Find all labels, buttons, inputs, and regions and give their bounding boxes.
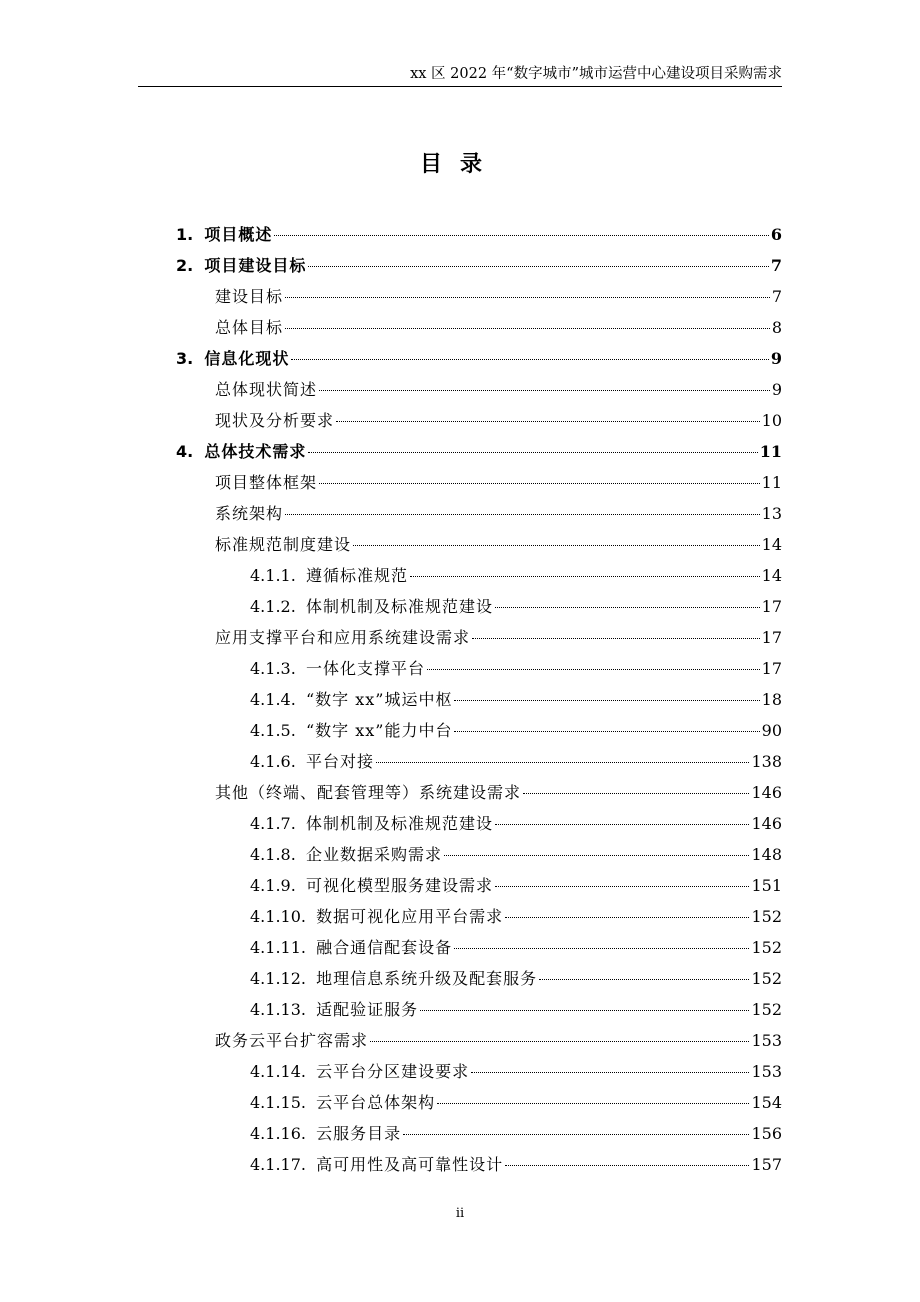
toc-entry-page: 18: [761, 690, 782, 709]
toc-dot-leader: [495, 886, 749, 887]
toc-entry[interactable]: [176, 219, 782, 250]
toc-entry-number: 4.1.7.: [250, 814, 306, 833]
page-number: ii: [455, 1206, 465, 1221]
toc-entry-label: 平台对接: [305, 752, 374, 771]
toc-entry-page: 14: [761, 535, 782, 554]
toc-entry-number: 4.1.15.: [250, 1093, 317, 1112]
toc-entry-page: 9: [771, 380, 782, 399]
toc-dot-leader: [495, 607, 760, 608]
toc-entry-page: 156: [751, 1124, 782, 1143]
toc-entry-page: 138: [751, 752, 782, 771]
toc-entry-page: 152: [751, 969, 782, 988]
toc-entry[interactable]: [176, 622, 782, 653]
toc-entry[interactable]: [176, 405, 782, 436]
toc-title: 目录: [419, 152, 500, 177]
toc-entry-label: 融合通信配套设备: [316, 938, 453, 957]
toc-entry-number: 4.1.6.: [250, 752, 306, 771]
toc-entry-label: 云平台分区建设要求: [316, 1062, 470, 1081]
toc-entry-number: 4.1.13.: [250, 1000, 317, 1019]
toc-entry[interactable]: [176, 684, 782, 715]
toc-entry[interactable]: [176, 1025, 782, 1056]
toc-entry-label: 项目建设目标: [204, 256, 307, 275]
toc-dot-leader: [336, 421, 760, 422]
toc-entry-label: “数字 xx”城运中枢: [305, 690, 453, 709]
toc-entry-label: 总体现状简述: [215, 380, 318, 399]
toc-entry-page: 152: [751, 938, 782, 957]
toc-entry-page: 11: [759, 442, 782, 461]
toc-entry-number: 4.1.10.: [250, 907, 317, 926]
toc-entry[interactable]: [176, 250, 782, 281]
toc-entry-label: 标准规范制度建设: [215, 535, 352, 554]
toc-entry[interactable]: [176, 808, 782, 839]
toc-entry-number: 3.: [176, 349, 205, 368]
toc-entry-page: 153: [751, 1062, 782, 1081]
toc-dot-leader: [319, 390, 770, 391]
toc-entry[interactable]: [176, 1056, 782, 1087]
toc-dot-leader: [403, 1134, 749, 1135]
toc-entry-page: 152: [751, 907, 782, 926]
toc-dot-leader: [285, 297, 770, 298]
toc-entry-page: 11: [761, 473, 782, 492]
toc-entry[interactable]: [176, 1087, 782, 1118]
toc-entry-page: 6: [770, 225, 782, 244]
toc-entry-page: 17: [761, 628, 782, 647]
toc-entry-number: 4.1.3.: [250, 659, 306, 678]
toc-entry-page: 8: [771, 318, 782, 337]
toc-entry[interactable]: [176, 870, 782, 901]
toc-dot-leader: [410, 576, 760, 577]
toc-entry-label: 一体化支撑平台: [305, 659, 425, 678]
toc-dot-leader: [376, 762, 749, 763]
toc-entry[interactable]: [176, 1149, 782, 1180]
toc-entry-label: 体制机制及标准规范建设: [305, 597, 493, 616]
toc-entry[interactable]: [176, 715, 782, 746]
toc-entry-label: 总体技术需求: [204, 442, 307, 461]
toc-entry-number: 4.1.5.: [250, 721, 306, 740]
toc-entry-page: 7: [771, 287, 782, 306]
toc-entry[interactable]: [176, 963, 782, 994]
toc-entry-label: 总体目标: [215, 318, 284, 337]
toc-entry[interactable]: [176, 529, 782, 560]
toc-entry-number: 1.: [176, 225, 205, 244]
toc-entry-label: 政务云平台扩容需求: [215, 1031, 369, 1050]
toc-entry-page: 17: [761, 659, 782, 678]
toc-entry-page: 157: [751, 1155, 782, 1174]
toc-entry-page: 146: [751, 783, 782, 802]
toc-entry-page: 146: [751, 814, 782, 833]
toc-dot-leader: [285, 514, 760, 515]
table-of-contents: [176, 219, 782, 1180]
toc-entry-label: 适配验证服务: [316, 1000, 419, 1019]
toc-entry-page: 9: [770, 349, 782, 368]
toc-entry-page: 154: [751, 1093, 782, 1112]
toc-entry-number: 4.1.17.: [250, 1155, 317, 1174]
toc-dot-leader: [427, 669, 760, 670]
toc-dot-leader: [420, 1010, 749, 1011]
toc-entry-label: 地理信息系统升级及配套服务: [316, 969, 538, 988]
toc-entry[interactable]: [176, 436, 782, 467]
toc-dot-leader: [472, 638, 760, 639]
toc-entry-number: 4.1.12.: [250, 969, 317, 988]
toc-entry-number: 4.1.11.: [250, 938, 317, 957]
running-header: [138, 64, 782, 87]
toc-entry-number: 4.1.9.: [250, 876, 306, 895]
toc-dot-leader: [505, 917, 749, 918]
toc-entry-label: 遵循标准规范: [305, 566, 408, 585]
toc-dot-leader: [539, 979, 749, 980]
toc-entry[interactable]: [176, 467, 782, 498]
toc-entry[interactable]: [176, 312, 782, 343]
toc-dot-leader: [454, 731, 759, 732]
toc-entry-label: 体制机制及标准规范建设: [305, 814, 493, 833]
toc-dot-leader: [505, 1165, 749, 1166]
toc-entry-label: 项目概述: [204, 225, 273, 244]
toc-dot-leader: [437, 1103, 749, 1104]
toc-dot-leader: [308, 266, 768, 267]
toc-entry[interactable]: [176, 932, 782, 963]
toc-entry-label: 可视化模型服务建设需求: [305, 876, 493, 895]
toc-entry[interactable]: [176, 374, 782, 405]
toc-dot-leader: [454, 948, 749, 949]
toc-dot-leader: [285, 328, 770, 329]
toc-entry[interactable]: [176, 901, 782, 932]
toc-entry-label: 信息化现状: [204, 349, 290, 368]
toc-dot-leader: [353, 545, 760, 546]
toc-entry-label: 现状及分析要求: [215, 411, 335, 430]
toc-entry-page: 14: [761, 566, 782, 585]
toc-entry-label: 项目整体框架: [215, 473, 318, 492]
toc-dot-leader: [370, 1041, 749, 1042]
toc-entry-label: 数据可视化应用平台需求: [316, 907, 504, 926]
toc-entry-label: 云服务目录: [316, 1124, 402, 1143]
toc-dot-leader: [444, 855, 749, 856]
header-title: xx 区 2022 年“数字城市”城市运营中心建设项目采购需求: [410, 66, 782, 82]
toc-dot-leader: [523, 793, 749, 794]
toc-entry-number: 4.1.1.: [250, 566, 306, 585]
toc-entry-page: 152: [751, 1000, 782, 1019]
toc-entry-label: 应用支撑平台和应用系统建设需求: [215, 628, 471, 647]
toc-entry-page: 151: [751, 876, 782, 895]
toc-entry[interactable]: [176, 777, 782, 808]
toc-entry-label: 系统架构: [215, 504, 284, 523]
toc-entry-number: 4.1.14.: [250, 1062, 317, 1081]
toc-entry-number: 4.1.16.: [250, 1124, 317, 1143]
toc-entry-page: 7: [770, 256, 782, 275]
toc-dot-leader: [471, 1072, 749, 1073]
toc-entry[interactable]: [176, 498, 782, 529]
toc-dot-leader: [319, 483, 760, 484]
toc-dot-leader: [495, 824, 749, 825]
toc-dot-leader: [291, 359, 768, 360]
toc-entry[interactable]: [176, 560, 782, 591]
toc-entry-page: 17: [761, 597, 782, 616]
toc-entry-page: 13: [761, 504, 782, 523]
toc-entry[interactable]: [176, 653, 782, 684]
toc-entry-page: 10: [761, 411, 782, 430]
toc-entry[interactable]: [176, 343, 782, 374]
toc-entry-label: 云平台总体架构: [316, 1093, 436, 1112]
toc-entry[interactable]: [176, 1118, 782, 1149]
toc-entry-label: 高可用性及高可靠性设计: [316, 1155, 504, 1174]
toc-entry[interactable]: [176, 281, 782, 312]
toc-entry-number: 4.1.2.: [250, 597, 306, 616]
toc-entry-label: 其他（终端、配套管理等）系统建设需求: [215, 783, 522, 802]
toc-entry[interactable]: [176, 994, 782, 1025]
toc-entry-number: 4.1.8.: [250, 845, 306, 864]
toc-entry-label: 企业数据采购需求: [305, 845, 442, 864]
toc-entry-label: “数字 xx”能力中台: [305, 721, 453, 740]
toc-entry-page: 153: [751, 1031, 782, 1050]
toc-dot-leader: [308, 452, 757, 453]
toc-entry[interactable]: [176, 591, 782, 622]
toc-entry-page: 90: [761, 721, 782, 740]
toc-dot-leader: [274, 235, 768, 236]
toc-entry[interactable]: [176, 746, 782, 777]
toc-entry-number: 2.: [176, 256, 205, 275]
toc-entry-number: 4.1.4.: [250, 690, 306, 709]
toc-entry-number: 4.: [176, 442, 205, 461]
toc-entry[interactable]: [176, 839, 782, 870]
toc-entry-label: 建设目标: [215, 287, 284, 306]
toc-entry-page: 148: [751, 845, 782, 864]
toc-dot-leader: [454, 700, 759, 701]
